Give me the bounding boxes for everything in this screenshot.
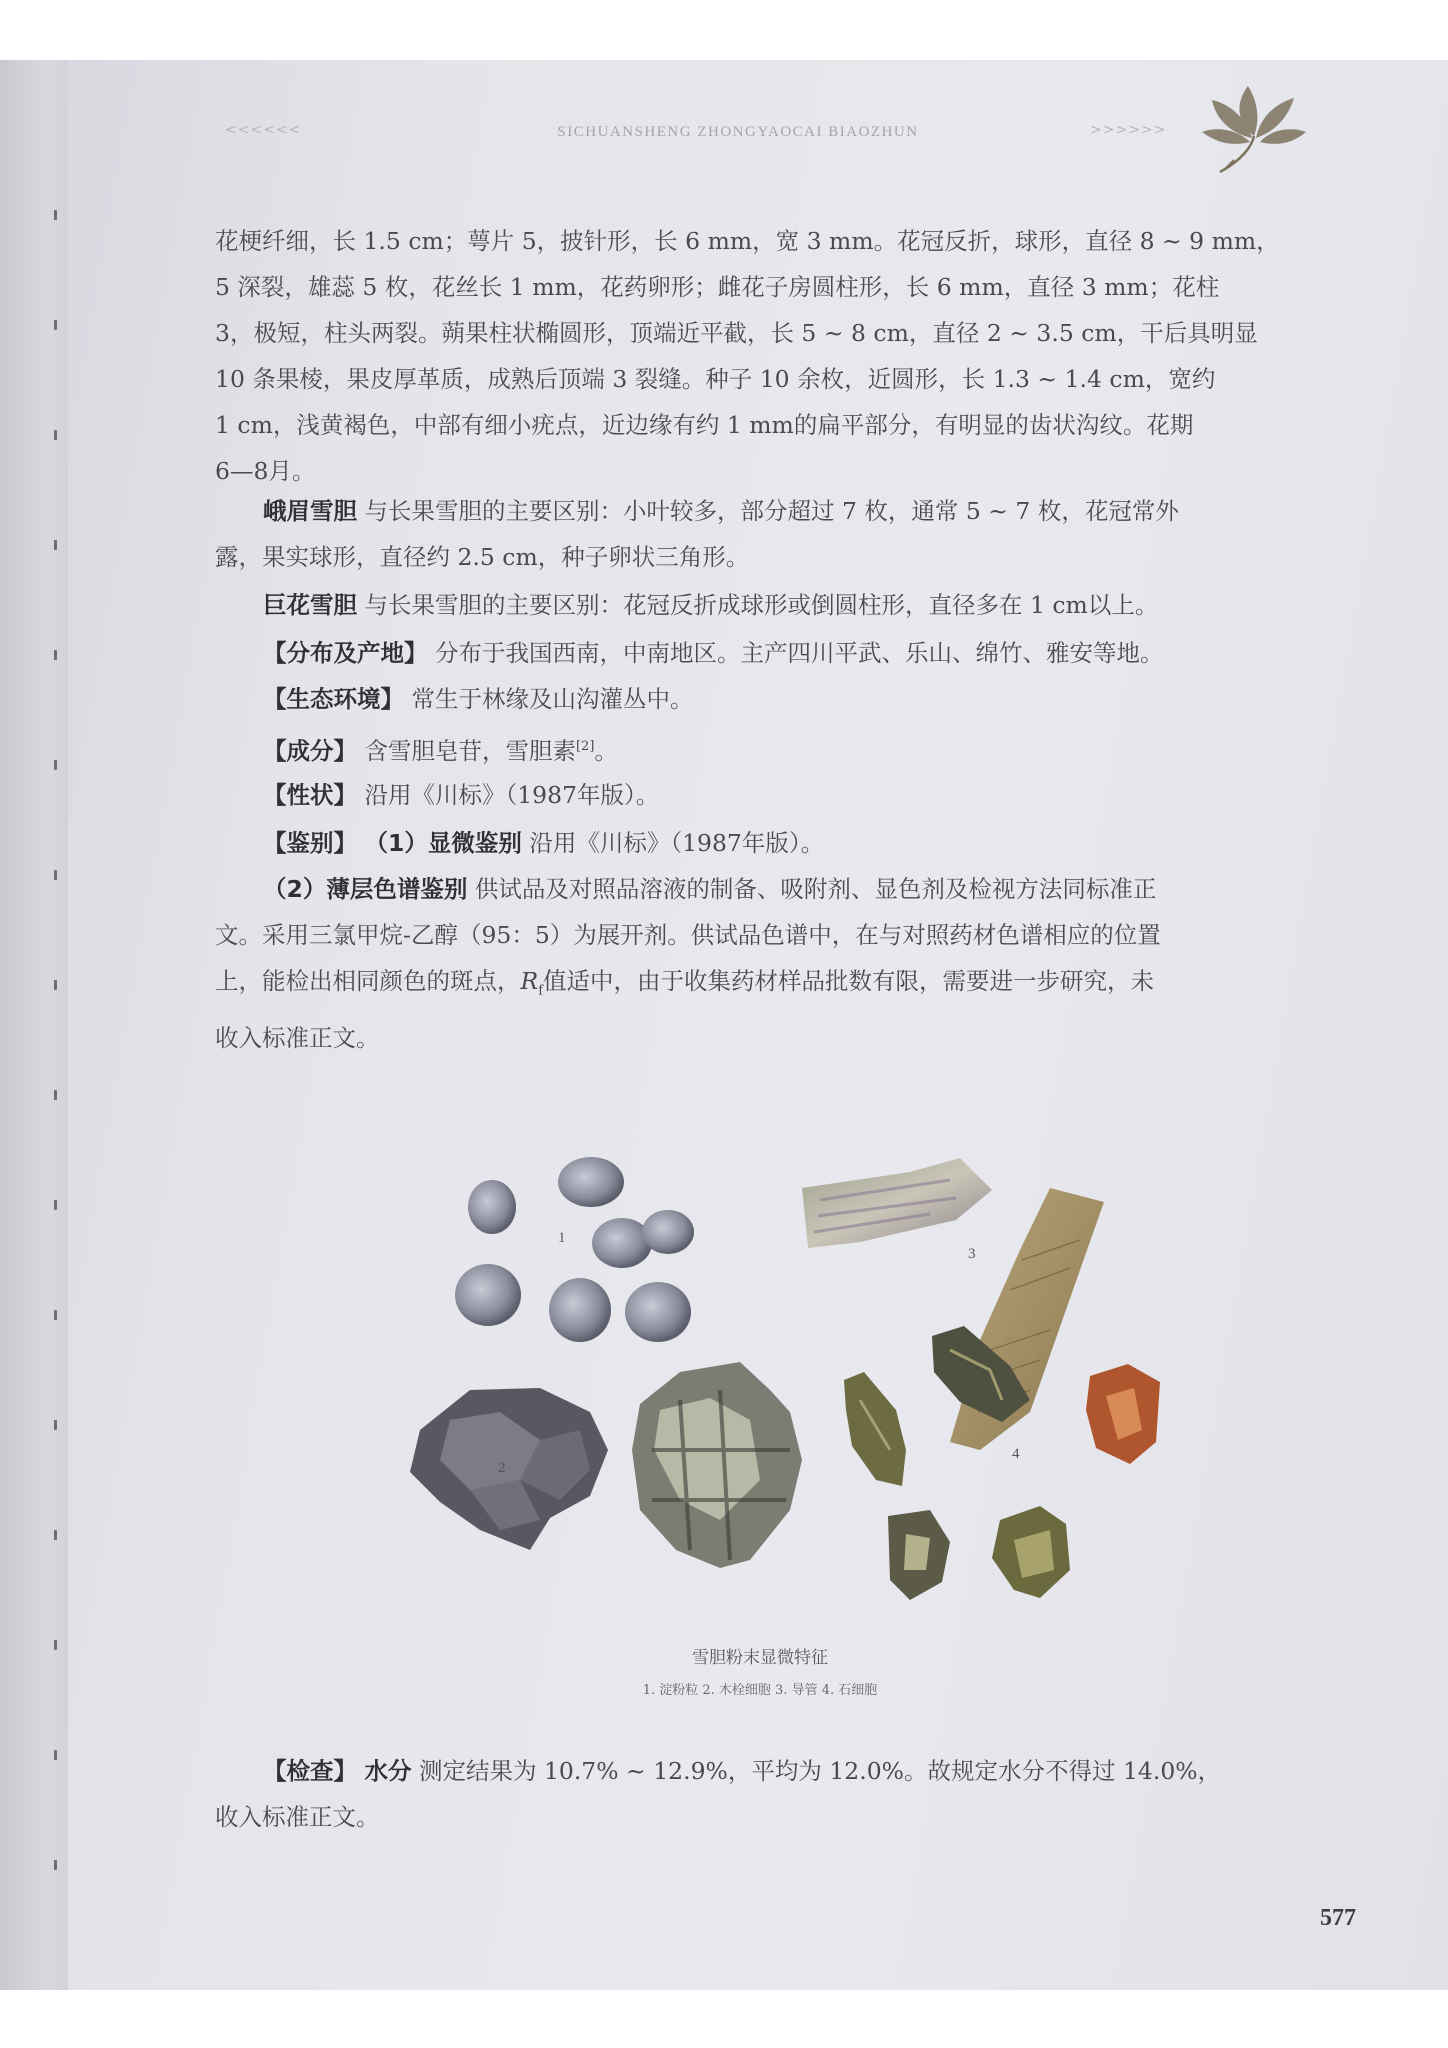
rf-symbol: R: [520, 967, 539, 995]
text-segment: 值适中，由于收集药材样品批数有限，需要进一步研究，未: [543, 967, 1155, 995]
section-text: 供试品及对照品溶液的制备、吸附剂、显色剂及检视方法同标准正: [474, 875, 1157, 903]
text-line: 露，果实球形，直径约 2.5 cm，种子卵状三角形。: [215, 543, 750, 571]
microscopy-figure: [390, 1150, 1170, 1620]
section-text: 分布于我国西南，中南地区。主产四川平武、乐山、绵竹、雅安等地。: [434, 639, 1164, 667]
text-line: 10 条果棱，果皮厚革质，成熟后顶端 3 裂缝。种子 10 余枚，近圆形，长 1.3 ~ 1.4 cm，宽约: [215, 365, 1216, 393]
citation-ref: [2]: [575, 739, 595, 754]
section-label: 【分布及产地】: [263, 639, 428, 667]
figure-label-2: 2: [498, 1460, 506, 1476]
section-text: 沿用《川标》（1987年版）。: [529, 829, 825, 857]
character-section: [215, 772, 1370, 818]
binding-stitches: [54, 60, 58, 1990]
section-text: 含雪胆皂苷，雪胆素: [364, 736, 576, 765]
section-text: 常生于林缘及山沟灌丛中。: [411, 685, 694, 713]
juhua-paragraph: [215, 582, 1370, 628]
header-deco-left: <<<<<<: [225, 122, 302, 138]
text-line: 1 cm，浅黄褐色，中部有细小疣点，近边缘有约 1 mm的扁平部分，有明显的齿状沟纹。花期: [215, 411, 1194, 439]
section-label: 【性状】: [263, 781, 357, 809]
text-line: 6—8月。: [215, 457, 316, 485]
composition-section: [215, 724, 1370, 774]
species-term: 巨花雪胆: [263, 591, 357, 619]
text-line: 5 深裂，雄蕊 5 枚，花丝长 1 mm，花药卵形；雌花子房圆柱形，长 6 mm，直径 3 mm；花柱: [215, 273, 1220, 301]
book-spine: [0, 60, 68, 1990]
text-line: 文。采用三氯甲烷-乙醇（95：5）为展开剂。供试品色谱中，在与对照药材色谱相应的位置: [215, 921, 1161, 949]
stone-cells: [844, 1326, 1160, 1600]
figure-label-3: 3: [968, 1246, 976, 1262]
cork-cells: [410, 1362, 802, 1568]
identification-section: [215, 820, 1370, 1061]
page-number: 577: [1320, 1905, 1356, 1931]
subsection-label: （2）薄层色谱鉴别: [263, 875, 468, 903]
text-line: 收入标准正文。: [215, 1023, 380, 1052]
section-label: 【生态环境】: [263, 685, 404, 713]
header-deco-right: >>>>>>: [1090, 122, 1167, 138]
emei-paragraph: [215, 488, 1370, 580]
text-line: 3，极短，柱头两裂。蒴果柱状椭圆形，顶端近平截，长 5 ~ 8 cm，直径 2 ~ 3.5 cm，干后具明显: [215, 319, 1258, 347]
figure-label-1: 1: [558, 1230, 566, 1246]
section-text: 测定结果为 10.7% ~ 12.9%，平均为 12.0%。故规定水分不得过 14.0%，: [418, 1757, 1222, 1785]
inspection-section: [215, 1748, 1370, 1840]
species-text: 与长果雪胆的主要区别：花冠反折成球形或倒圆柱形，直径多在 1 cm以上。: [364, 591, 1159, 619]
running-title: SICHUANSHENG ZHONGYAOCAI BIAOZHUN: [557, 124, 919, 140]
section-text: 沿用《川标》（1987年版）。: [364, 781, 660, 809]
leaf-logo-icon: [1198, 74, 1310, 174]
starch-grains: [455, 1157, 694, 1342]
section-label: 【检查】: [263, 1757, 357, 1785]
text-line: 收入标准正文。: [215, 1803, 380, 1831]
text-segment: 上，能检出相同颜色的斑点，: [215, 967, 521, 995]
distribution-section: [215, 630, 1370, 676]
subsection-label: 水分: [364, 1757, 412, 1785]
species-text: 与长果雪胆的主要区别：小叶较多，部分超过 7 枚，通常 5 ~ 7 枚，花冠常外: [364, 497, 1179, 525]
description-paragraph: [215, 218, 1370, 494]
section-text-tail: 。: [594, 736, 618, 765]
ecology-section: [215, 676, 1370, 722]
section-label: 【鉴别】: [263, 829, 357, 857]
rf-subscript: f: [538, 983, 544, 999]
figure-legend: 1. 淀粉粒 2. 木栓细胞 3. 导管 4. 石细胞: [642, 1683, 878, 1698]
figure-caption: 雪胆粉末显微特征: [692, 1648, 828, 1668]
species-term: 峨眉雪胆: [263, 497, 357, 525]
figure-label-4: 4: [1012, 1446, 1020, 1462]
subsection-label: （1）显微鉴别: [364, 829, 522, 857]
section-label: 【成分】: [263, 736, 357, 765]
text-line: 花梗纤细，长 1.5 cm；萼片 5，披针形，长 6 mm，宽 3 mm。花冠反折，球形，直径 8 ~ 9 mm，: [215, 227, 1280, 255]
